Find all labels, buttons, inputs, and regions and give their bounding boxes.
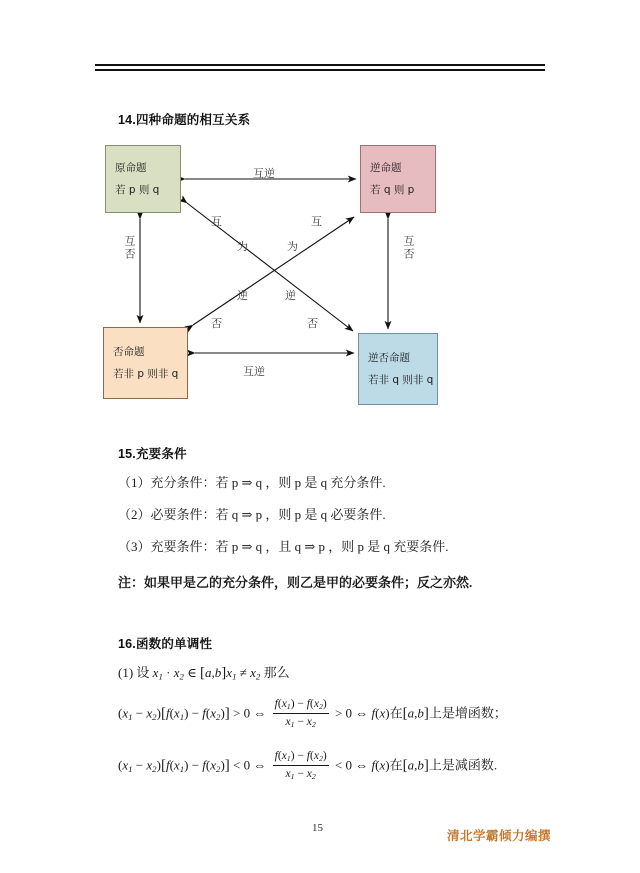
- section-title-14: 14.四种命题的相互关系: [118, 113, 251, 127]
- section15-item-1: （1）充分条件：若 p ⇒ q ，则 p 是 q 充分条件.: [118, 475, 386, 490]
- page-number: 15: [312, 822, 323, 834]
- node-inverse-title: 否命题: [113, 346, 145, 358]
- section15-item-2: （2）必要条件：若 q ⇒ p ，则 p 是 q 必要条件.: [118, 507, 386, 522]
- node-original-title: 原命题: [115, 162, 147, 174]
- edge-label-diagonal2-char1: 互: [311, 216, 322, 228]
- diagram-node-inverse: [103, 327, 188, 399]
- edge-label-diagonal1-char3: 逆: [285, 290, 296, 302]
- diagram-node-contrapositive: [358, 333, 438, 405]
- watermark-text: 清北学霸倾力编撰: [447, 828, 552, 843]
- section15-note: 注：如果甲是乙的充分条件，则乙是甲的必要条件；反之亦然.: [118, 575, 473, 590]
- header-rule-line-bottom: [95, 69, 545, 71]
- edge-label-top: 互逆: [253, 168, 275, 180]
- section15-item-3: （3）充要条件：若 p ⇒ q ，且 q ⇒ p ，则 p 是 q 充要条件.: [118, 539, 449, 554]
- edge-label-diagonal2-char4: 否: [211, 318, 222, 330]
- section-title-15: 15.充要条件: [118, 447, 187, 461]
- edge-label-left: 互否: [123, 235, 135, 261]
- fraction-decreasing: $\frac{f(x_1) - f(x_2)}{x_1 - x_2}$: [274, 750, 327, 782]
- node-converse-statement: 若 q 则 p: [370, 183, 415, 196]
- section16-increasing-formula: $(x_1 - x_2)[f(x_1) - f(x_2)] > 0$ ⇔ $\frac{f(x_1) - f(x_2)}{x_1 - x_2}$ > 0 ⇔ f(x)在[a,b]上是增函数；: [118, 698, 507, 730]
- edge-label-diagonal1-char1: 互: [211, 216, 222, 228]
- node-inverse-statement: 若非 p 则非 q: [113, 367, 179, 380]
- diagram-node-original: [105, 145, 181, 213]
- node-contrapositive-title: 逆否命题: [368, 352, 410, 364]
- edge-label-right: 互否: [402, 235, 414, 261]
- edge-label-diagonal2-char2: 为: [287, 241, 298, 253]
- section-title-16: 16.函数的单调性: [118, 637, 213, 651]
- edge-label-diagonal1-char2: 为: [237, 241, 248, 253]
- premise-text: (1) 设 $x_1 \cdot x_2$ ∈ $[a,b]x_1 \ne x_2$ 那么: [118, 665, 290, 682]
- section16-premise: [118, 662, 290, 682]
- diagram-node-converse: [360, 145, 436, 213]
- edge-label-diagonal2-char3: 逆: [237, 290, 248, 302]
- node-contrapositive-statement: 若非 q 则非 q: [368, 373, 434, 386]
- edge-label-bottom: 互逆: [243, 366, 265, 378]
- header-double-rule: [95, 64, 545, 71]
- header-rule-line-top: [95, 64, 545, 66]
- section16-decreasing-formula: $(x_1 - x_2)[f(x_1) - f(x_2)] < 0$ ⇔ $\frac{f(x_1) - f(x_2)}{x_1 - x_2}$ < 0 ⇔ f(x)在[a,b]上是减函数.: [118, 750, 498, 782]
- edge-label-diagonal1-char4: 否: [307, 318, 318, 330]
- fraction-increasing: $\frac{f(x_1) - f(x_2)}{x_1 - x_2}$: [274, 698, 327, 730]
- node-original-statement: 若 p 则 q: [115, 183, 160, 196]
- arrow-diagonal-inverse-converse: [193, 217, 354, 325]
- four-propositions-diagram: [95, 135, 455, 425]
- node-converse-title: 逆命题: [370, 162, 402, 174]
